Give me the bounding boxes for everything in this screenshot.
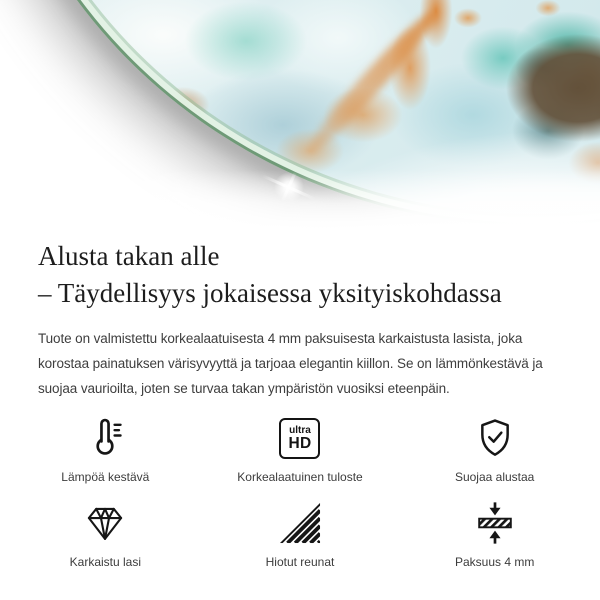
ultra-hd-badge-top: ultra [289, 424, 311, 436]
feature-print-quality [203, 414, 398, 485]
section-heading [38, 238, 562, 312]
polished-edges-icon [277, 499, 323, 547]
glass-sparkle-highlight [272, 170, 306, 204]
shield-check-icon [472, 414, 518, 462]
heading-line-1: Alusta takan alle [38, 241, 220, 271]
thermometer-icon [82, 414, 128, 462]
ultra-hd-badge-bottom: HD [288, 434, 312, 452]
thickness-icon [472, 499, 518, 547]
ultra-hd-icon [279, 414, 320, 462]
diamond-icon [82, 499, 128, 547]
feature-protects-base [397, 414, 592, 485]
feature-label: Suojaa alustaa [454, 470, 535, 484]
feature-tempered-glass [8, 499, 203, 570]
description-section [0, 230, 600, 570]
feature-label: Paksuus 4 mm [454, 555, 535, 569]
product-description-text: Tuote on valmistettu korkealaatuisesta 4 mm paksuisesta karkaistusta lasista, joka korostaa painatuksen värisyvyyttä ja tarjoaa elegantin kiillon. Se on lämmönkestävä ja suojaa vaurioilta, joten se turvaa takan ympäristön vuosiksi eteenpäin. [38, 331, 543, 396]
feature-thickness [397, 499, 592, 570]
feature-label: Karkaistu lasi [69, 555, 142, 569]
heading-line-2: – Täydellisyys jokaisessa yksityiskohdassa [38, 278, 502, 308]
feature-grid [8, 414, 592, 570]
marble-orange-vein [301, 3, 444, 159]
feature-label: Korkealaatuinen tuloste [237, 470, 363, 484]
product-hero-image [0, 0, 600, 230]
feature-label: Hiotut reunat [265, 555, 335, 569]
feature-label: Lämpöä kestävä [61, 470, 150, 484]
feature-polished-edges [203, 499, 398, 570]
feature-heat-resistant [8, 414, 203, 485]
